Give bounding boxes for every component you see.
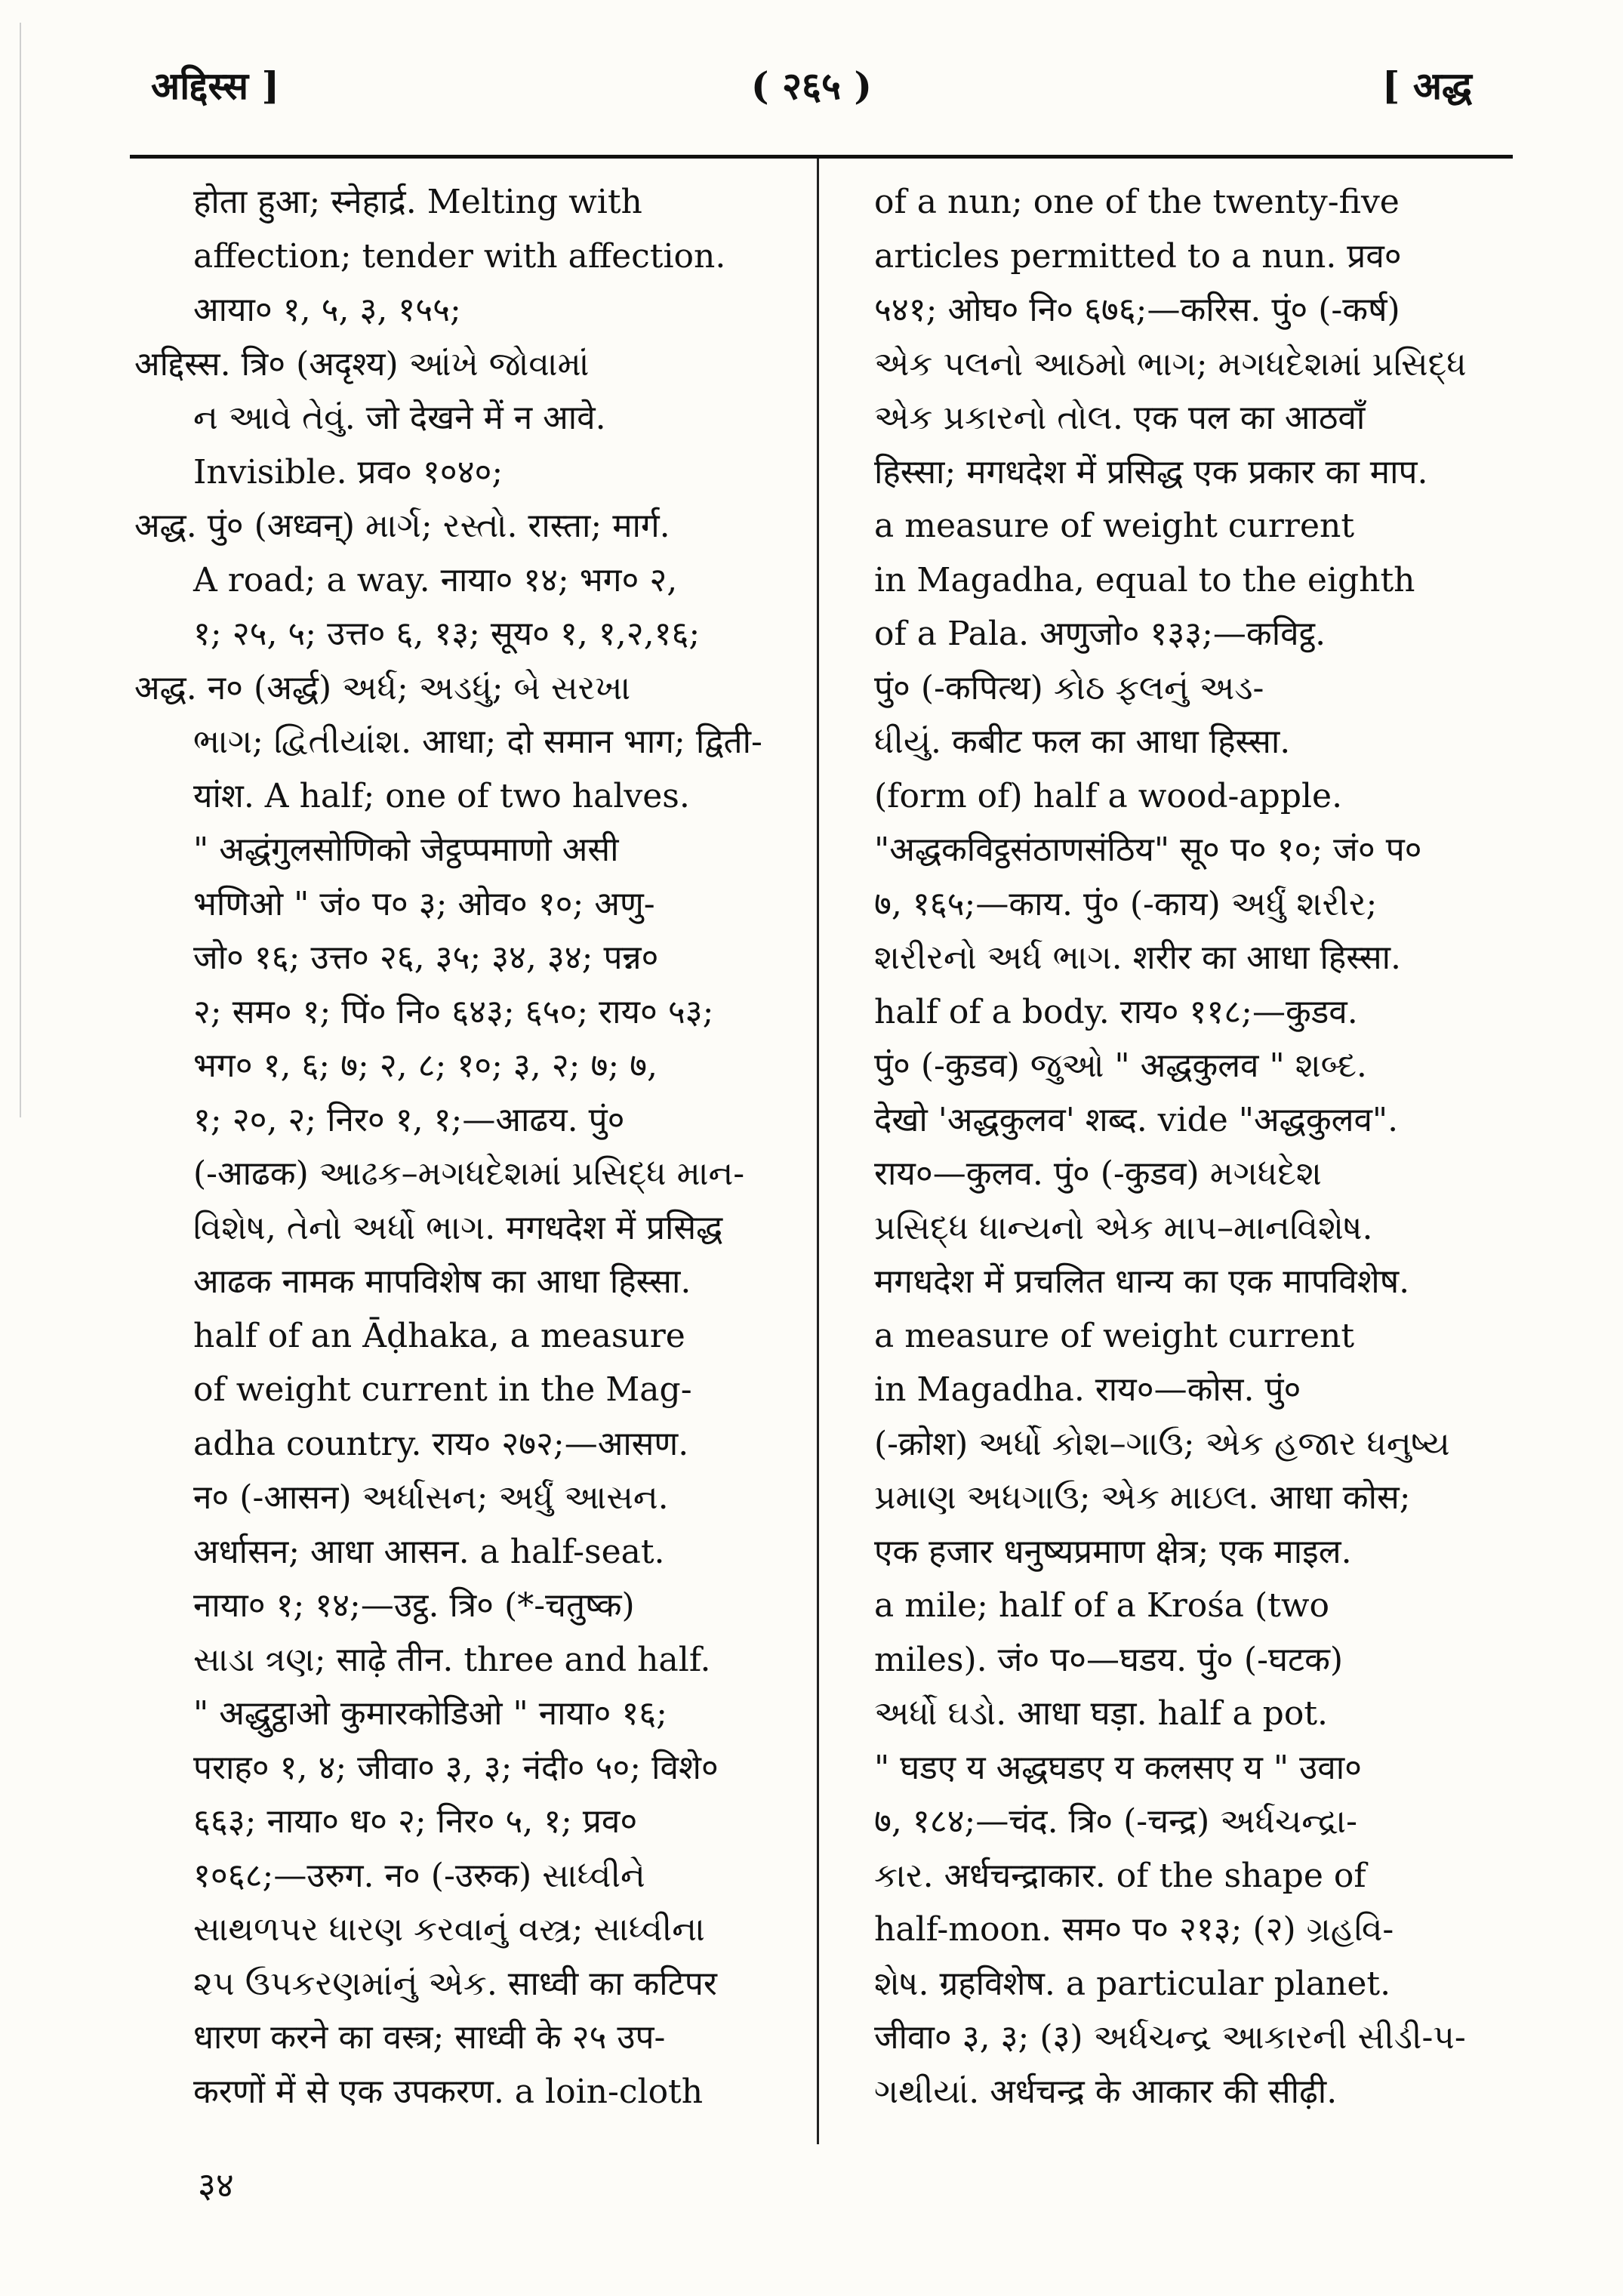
left-column-line: अद्ध. न० (अर्द्ध) અર્ધ; અડધું; બે સરખા xyxy=(134,668,631,707)
left-column-line: સાથળપર ધારણ કરવાનું વસ્ત્ર; સાધ્વીના xyxy=(193,1910,705,1949)
right-column-line: देखो 'अद्धकुलव' शब्द. vide "अद्धकुलव". xyxy=(874,1100,1399,1139)
left-column-line: (-आढक) આઢક–મગધદેશમાં પ્રસિદ્ધ માન- xyxy=(193,1154,745,1193)
signature-mark: ३४ xyxy=(198,2165,234,2205)
right-column-line: पुं० (-कुडव) જુઓ " अद्धकुलव " શબ્દ. xyxy=(874,1046,1367,1085)
right-column-line: ७, १८४;—चंद. त्रि० (-चन्द्र) અર્ધચન્દ્રા- xyxy=(874,1802,1357,1841)
left-column-line: ભાગ; દ્વિતીયાંશ. आधा; दो समान भाग; द्विती- xyxy=(193,723,762,761)
right-column-line: हिस्सा; मगधदेश में प्रसिद्ध एक प्रकार का माप. xyxy=(874,452,1428,492)
left-column-line: यांश. A half; one of two halves. xyxy=(193,776,690,815)
left-column-line: १; २०, २; निर० १, १;—आढय. पुं० xyxy=(193,1100,625,1139)
right-column-line: "अद्धकविट्ठसंठाणसंठिय" सू० प० १०; जं० प० xyxy=(874,831,1422,869)
left-column-line: आया० १, ५, ३, १५५; xyxy=(193,291,461,329)
column-divider xyxy=(817,159,819,2144)
left-column-line: भणिओ " जं० प० ३; ओव० १०; अणु- xyxy=(193,884,655,923)
right-column xyxy=(853,175,1510,2119)
right-column-line: કાર. अर्धचन्द्राकार. of the shape of xyxy=(874,1856,1366,1895)
right-column-line: શેષ. ग्रहविशेष. a particular planet. xyxy=(874,1964,1391,2003)
left-column-line: पराह० १, ४; जीवा० ३, ३; नंदी० ५०; विशे० xyxy=(193,1748,719,1787)
left-column-line: adha country. राय० २७२;—आसण. xyxy=(193,1424,689,1463)
right-column-line: પ્રમાણ અધગાઉ; એક માઇલ. आधा कोस; xyxy=(874,1478,1411,1517)
right-column-line: (-क्रोश) અર્ધો કોશ–ગાઉ; એક હજાર ધનુષ્ય xyxy=(874,1424,1450,1463)
right-column-line: half-moon. सम० प० २१३; (२) ગ્રહવિ- xyxy=(874,1910,1394,1949)
left-column-line: affection; tender with affection. xyxy=(193,236,726,276)
right-column-line: ७, १६५;—काय. पुं० (-काय) અર્ધું શરીર; xyxy=(874,884,1378,923)
left-column-line: of weight current in the Mag- xyxy=(193,1370,692,1409)
left-column-line: સાડા ત્રણ; साढ़े तीन. three and half. xyxy=(193,1640,711,1679)
right-column-line: half of a body. राय० ११८;—कुडव. xyxy=(874,992,1358,1031)
left-column-line: धारण करने का वस्त्र; साध्वी के २५ उप- xyxy=(193,2018,666,2057)
right-column-line: एक हजार धनुष्यप्रमाण क्षेत्र; एक माइल. xyxy=(874,1532,1352,1571)
right-column-line: of a Pala. अणुजो० १३३;—कविट्ठ. xyxy=(874,615,1326,653)
right-column-line: in Magadha. राय०—कोस. पुं० xyxy=(874,1370,1301,1409)
left-column-line: न० (-आसन) અર્ધાસન; અર્ધું આસન. xyxy=(193,1478,669,1517)
left-column-line: ૨૫ ઉપકરણમાંનું એક. साध्वी का कटिपर xyxy=(193,1964,717,2003)
left-column-line: १; २५, ५; उत्त० ६, १३; सूय० १, १,२,१६; xyxy=(193,615,701,653)
right-column-line: miles). जं० प०—घडय. पुं० (-घटक) xyxy=(874,1640,1344,1679)
header-left-guideword: अद्दिस्स ] xyxy=(151,63,280,108)
header-rule xyxy=(130,155,1513,159)
right-column-line: जीवा० ३, ३; (३) અર્ધચન્દ્ર આકારની સીડી-પ- xyxy=(874,2018,1466,2057)
left-column-line: जो० १६; उत्त० २६, ३५; ३४, ३४; पन्न० xyxy=(193,938,659,977)
right-column-line: in Magadha, equal to the eighth xyxy=(874,560,1415,599)
left-column-line: २; सम० १; पिं० नि० ६४३; ६५०; राय० ५३; xyxy=(193,992,714,1031)
left-column-line: अद्ध. पुं० (अध्वन्) માર્ગ; રસ્તો. रास्ता; मार्ग. xyxy=(134,507,670,545)
right-column-line: राय०—कुलव. पुं० (-कुडव) મગધદેશ xyxy=(874,1154,1322,1193)
left-column-line: ६६३; नाया० ध० २; निर० ५, १; प्रव० xyxy=(193,1802,638,1841)
left-column-line: अद्दिस्स. त्रि० (अदृश्य) આંખે જોવામાં xyxy=(134,344,590,384)
right-column-line: ५४१; ओघ० नि० ६७६;—करिस. पुं० (-कर्ष) xyxy=(874,291,1400,329)
right-column-line: of a nun; one of the twenty-five xyxy=(874,183,1400,221)
right-column-line: એક પ્રકારનો તોલ. एक पल का आठवाँ xyxy=(874,399,1366,437)
right-column-line: ધીયું. कबीट फल का आधा हिस्सा. xyxy=(874,723,1291,761)
left-column-line: વિશેષ, તેનો અર્ધો ભાગ. मगधदेश में प्रसिद्ध xyxy=(193,1208,723,1247)
right-column-line: એક પલનો આઠમો ભાગ; મગધદેશમાં પ્રસિદ્ધ xyxy=(874,344,1467,384)
page-number: ( २६५ ) xyxy=(750,63,873,108)
left-column-line: " अद्धुट्ठाओ कुमारकोडिओ " नाया० १६; xyxy=(193,1694,667,1733)
left-column-line: १०६८;—उरुग. न० (-उरुक) સાધ્વીને xyxy=(193,1856,645,1895)
right-column-line: articles permitted to a nun. प्रव० xyxy=(874,236,1402,276)
right-column-line: ગથીયાં. अर्धचन्द्र के आकार की सीढ़ी. xyxy=(874,2072,1338,2111)
left-column-line: आढक नामक मापविशेष का आधा हिस्सा. xyxy=(193,1262,691,1301)
left-column-line: ન આવે તેવું. जो देखने में न आवे. xyxy=(193,399,606,437)
right-column-line: " घडए य अद्धघडए य कलसए य " उवा० xyxy=(874,1748,1363,1787)
right-column-line: a measure of weight current xyxy=(874,1316,1355,1355)
left-column-line: करणों में से एक उपकरण. a loin-cloth xyxy=(193,2072,704,2111)
left-column-line: नाया० १; १४;—उट्ठ. त्रि० (*-चतुष्क) xyxy=(193,1586,635,1625)
right-column-line: (form of) half a wood-apple. xyxy=(874,776,1343,815)
page-header xyxy=(0,59,1623,119)
page-edge-shadow xyxy=(20,23,21,1117)
left-column-line: Invisible. प्रव० १०४०; xyxy=(193,452,504,492)
right-column-line: અર્ધો ઘડો. आधा घड़ा. half a pot. xyxy=(874,1694,1329,1733)
left-column-line: अर्धासन; आधा आसन. a half-seat. xyxy=(193,1532,665,1571)
left-column-line: " अद्धंगुलसोणिको जेट्ठप्पमाणो असी xyxy=(193,831,619,869)
left-column-line: A road; a way. नाया० १४; भग० २, xyxy=(193,560,678,599)
header-right-guideword: [ अद्ध xyxy=(1381,63,1472,108)
right-column-line: a measure of weight current xyxy=(874,507,1355,545)
left-column xyxy=(134,175,799,2119)
right-column-line: a mile; half of a Krośa (two xyxy=(874,1586,1330,1625)
left-column-line: half of an Āḍhaka, a measure xyxy=(193,1316,685,1355)
right-column-line: શરીરનો અર્ધ ભાગ. शरीर का आधा हिस्सा. xyxy=(874,938,1401,977)
right-column-line: मगधदेश में प्रचलित धान्य का एक मापविशेष. xyxy=(874,1262,1410,1301)
left-column-line: होता हुआ; स्नेहार्द्र. Melting with xyxy=(193,183,642,221)
right-column-line: પ્રસિદ્ધ ધાન્યનો એક માપ–માનવિશેષ. xyxy=(874,1208,1373,1247)
right-column-line: पुं० (-कपित्थ) કોઠ ફલનું અડ- xyxy=(874,668,1264,707)
left-column-line: भग० १, ६; ७; २, ८; १०; ३, २; ७; ७, xyxy=(193,1046,658,1085)
